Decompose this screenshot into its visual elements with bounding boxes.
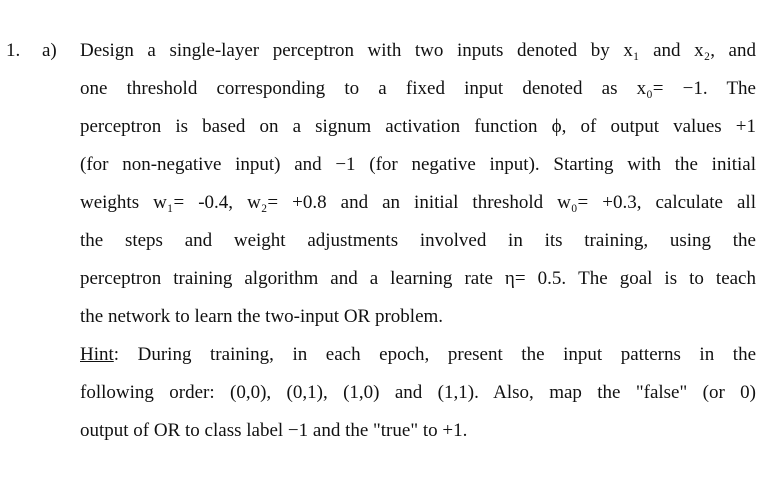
question-part-label: a) bbox=[42, 40, 57, 61]
question-line: (for non-negative input) and −1 (for negative input). Starting with the initial bbox=[80, 154, 756, 175]
question-line: weights w₁= -0.4, w₂= +0.8 and an initial threshold w₀= +0.3, calculate all bbox=[80, 192, 756, 213]
question-text bbox=[80, 32, 756, 336]
hint-text bbox=[80, 336, 756, 450]
hint-line: output of OR to class label −1 and the "true" to +1. bbox=[80, 420, 468, 441]
question-line: perceptron is based on a signum activation function ϕ, of output values +1 bbox=[80, 116, 756, 137]
question-number: 1. bbox=[6, 40, 21, 61]
hint-line-text: : During training, in each epoch, present the input patterns in the bbox=[113, 344, 756, 365]
hint-line bbox=[80, 336, 756, 374]
question-line: the network to learn the two-input OR problem. bbox=[80, 306, 444, 327]
hint-line: following order: (0,0), (0,1), (1,0) and (1,1). Also, map the "false" (or 0) bbox=[80, 382, 756, 403]
question-line: the steps and weight adjustments involved in its training, using the bbox=[80, 230, 756, 251]
hint-label: Hint bbox=[80, 344, 114, 365]
question-line: Design a single-layer perceptron with two inputs denoted by x₁ and x₂, and bbox=[80, 40, 756, 61]
question-line: one threshold corresponding to a fixed input denoted as x₀= −1. The bbox=[80, 78, 756, 99]
question-line: perceptron training algorithm and a learning rate η= 0.5. The goal is to teach bbox=[80, 268, 756, 289]
